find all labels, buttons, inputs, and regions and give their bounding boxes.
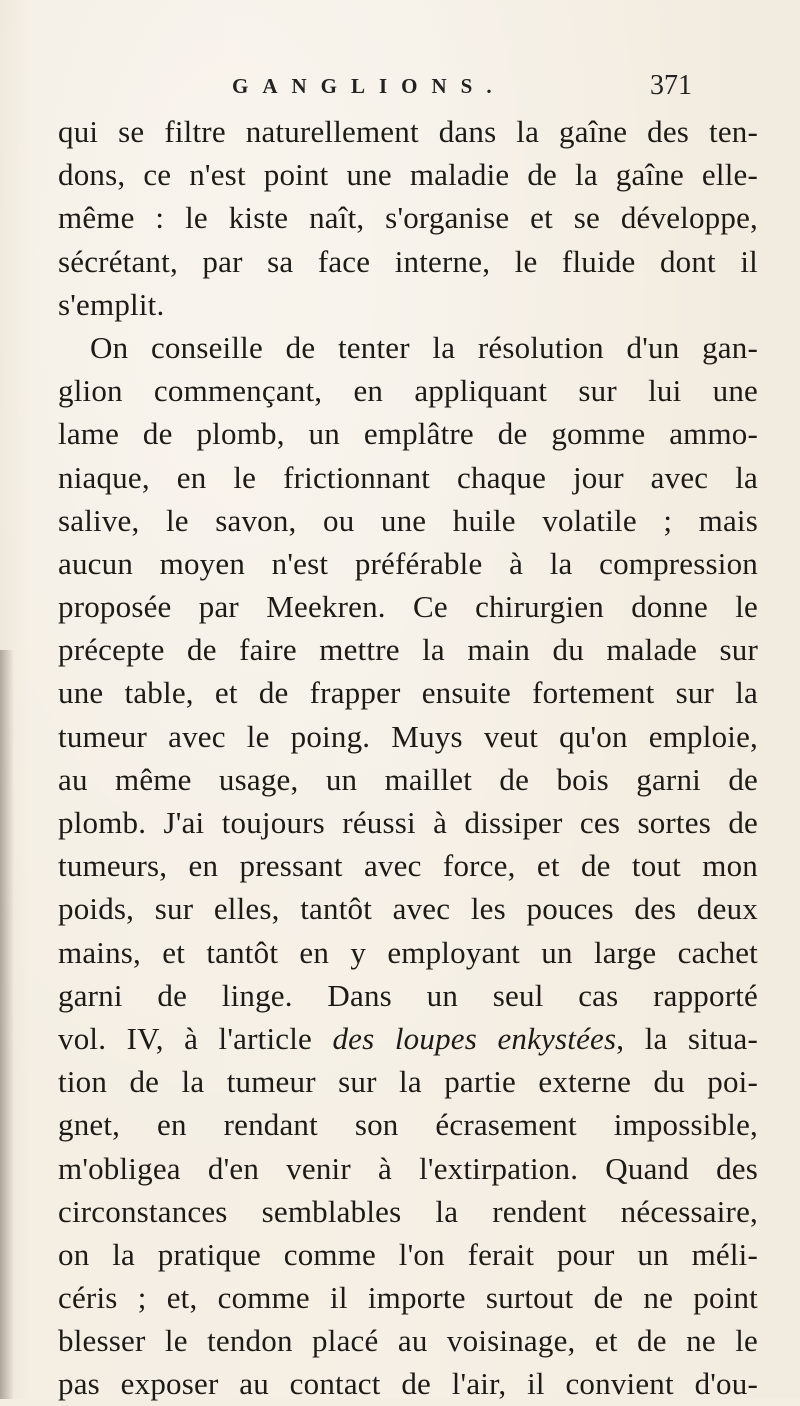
text-line: garni de linge. Dans un seul cas rapporté: [58, 977, 758, 1013]
text-line: même : le kiste naît, s'organise et se développe,: [58, 200, 758, 236]
text-line: blesser le tendon placé au voisinage, et de ne le: [58, 1323, 758, 1359]
text-line: m'obligea d'en venir à l'extirpation. Quand des: [58, 1150, 758, 1186]
text-line: mains, et tantôt en y employant un large cachet: [58, 934, 758, 970]
text-segment: vol. IV, à l'article: [58, 1020, 333, 1056]
text-line: précepte de faire mettre la main du malade sur: [58, 632, 758, 668]
text-line: niaque, en le frictionnant chaque jour avec la: [58, 459, 758, 495]
text-line: au même usage, un maillet de bois garni de: [58, 761, 758, 797]
text-line: pas exposer au contact de l'air, il convient d'ou-: [58, 1366, 758, 1402]
running-head: GANGLIONS.: [232, 74, 506, 98]
text-line: tion de la tumeur sur la partie externe du poi-: [58, 1064, 758, 1100]
binding-shadow: [0, 650, 14, 1399]
text-line: tumeurs, en pressant avec force, et de tout mon: [58, 848, 758, 884]
text-line: qui se filtre naturellement dans la gaîne des ten-: [58, 114, 758, 149]
text-line-with-italic: [58, 1017, 758, 1060]
text-segment: , la situa-: [616, 1020, 758, 1056]
text-line: proposée par Meekren. Ce chirurgien donne le: [58, 589, 758, 625]
text-line: circonstances semblables la rendent nécessaire,: [58, 1193, 758, 1229]
text-line: glion commençant, en appliquant sur lui une: [58, 373, 758, 409]
text-line: On conseille de tenter la résolution d'un gan-: [90, 329, 758, 365]
page-header: [0, 70, 800, 110]
text-line: lame de plomb, un emplâtre de gomme ammo-: [58, 416, 758, 452]
text-line: tumeur avec le poing. Muys veut qu'on emploie,: [58, 718, 758, 754]
text-line: plomb. J'ai toujours réussi à dissiper ces sortes de: [58, 805, 758, 840]
text-line: céris ; et, comme il importe surtout de ne point: [58, 1280, 758, 1316]
text-line: poids, sur elles, tantôt avec les pouces des deux: [58, 891, 758, 927]
text-line: aucun moyen n'est préférable à la compression: [58, 545, 758, 581]
text-line: s'emplit.: [58, 286, 165, 322]
text-line: dons, ce n'est point une maladie de la gaîne elle-: [58, 157, 758, 193]
body-text: [58, 110, 758, 1406]
text-line: une table, et de frapper ensuite fortement sur la: [58, 675, 758, 711]
page-number: 371: [650, 70, 692, 101]
text-line: salive, le savon, ou une huile volatile ; mais: [58, 502, 758, 538]
text-line: sécrétant, par sa face interne, le fluide dont il: [58, 243, 758, 279]
text-line: on la pratique comme l'on ferait pour un méli-: [58, 1236, 758, 1272]
italic-title: des loupes enkystées: [332, 1020, 617, 1056]
text-line: gnet, en rendant son écrasement impossible,: [58, 1107, 758, 1143]
